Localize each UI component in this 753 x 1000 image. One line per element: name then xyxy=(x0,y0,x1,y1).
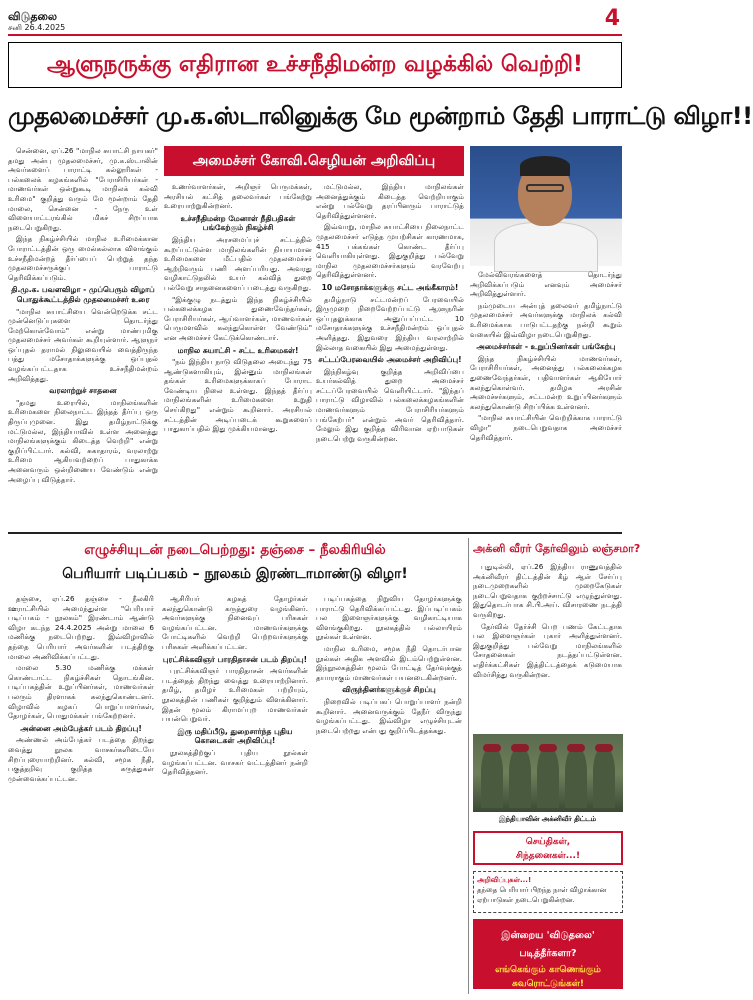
subheading: தி.மு.க. பவளவிழா - முப்பெரும் விழாப் பொதுக்கூட்டத்தில் முதலமைச்சர் உரை xyxy=(11,285,155,304)
article-column-4 xyxy=(470,270,622,528)
paragraph: படிப்பகத்தை நிறுவிய தோழர்களுக்கு பாராட்டு தெரிவிக்கப்பட்டது. இப்படிப்பகம் பல இளைஞர்களுக்கு வழிகாட்டியாக விளங்குகிறது. நூலகத்தில் பல்லாயிரம் நூல்கள் உள்ளன. xyxy=(316,594,462,642)
paragraph: மேல்விவரங்களைத் தொடர்ந்து அறிவிக்கப்படும் எனவும் அமைச்சர் அறிவித்துள்ளார். xyxy=(470,270,622,299)
paragraph: ஆசிரியர் கழகத் தோழர்கள் கலந்துகொண்டு கருத்துரை வழங்கினர். அவர்களுக்கு நினைவுப் பரிசுகள் வழங்கப்பட்டன. மாணவர்களுக்கு போட்டிகளில் வெற்றி பெற்றவர்களுக்கு பரிசுகள் அளிக்கப்பட்டன. xyxy=(162,594,308,651)
chief-minister-photo xyxy=(470,146,622,266)
notices-text: தந்தை பெரியார் பிறந்த நாள் விழாக்கான ஏற்பாடுகள் நடைபெறுகின்றன. xyxy=(477,886,607,904)
library-article-column-1 xyxy=(8,594,154,994)
photo-soldier xyxy=(565,748,587,808)
paragraph: இந்நிகழ்வு குறித்த அறிவிப்பை உயர்கல்வித் துறை அமைச்சர் சட்டப்பேரவையில் வெளியிட்டார். "இந்தப் பாராட்டு விழாவில் பல்கலைக்கழகங்களின் மாணவர்களும் பேராசிரியர்களும் பங்கேற்பர்" என்றும் அவர் தெரிவித்தார். மேலும் இது குறித்த விரிவான ஏற்பாடுகள் நடைபெற்று வருகின்றன. xyxy=(316,366,464,443)
photo-soldier xyxy=(593,748,615,808)
paragraph: நம்முடைய அன்புத் தலைவர் தமிழ்நாட்டு முதலமைச்சர் அவர்களுக்கு மாநிலக் கல்வி உரிமைக்காக பாடுபட்டதற்கு நன்றி கூறும் வகையில் இவ்விழா நடைபெறுகிறது. xyxy=(470,300,622,339)
redbox-line-1: செய்திகள், xyxy=(525,837,571,847)
photo-beret xyxy=(483,744,501,752)
photo-soldier xyxy=(537,748,559,808)
photo-caption: இந்தியாவின் அக்னிவீர் திட்டம் xyxy=(499,815,596,823)
paragraph: இந்த நிகழ்ச்சியில் மாநில உரிமைக்கான போராட்டத்தின் ஒரு மைல்கல்லாக விளங்கும் உச்சநீதிமன்றத் தீர்ப்பைப் பெற்றுத் தந்த முதலமைச்சருக்குப் பாராட்டு தெரிவிக்கப்படும். xyxy=(8,234,158,282)
photo-figure-glasses xyxy=(526,184,564,192)
paragraph: மாநில உரிமை, சமூக நீதி தொடர்பான நூல்கள் அதிக அளவில் இடம்பெற்றுள்ளன. இந்நூலகத்தின் மூலம் போட்டித் தேர்வுக்குத் தயாராகும் மாணவர்கள் பயனடைகின்றனர். xyxy=(316,643,462,682)
page-number: 4 xyxy=(604,6,620,31)
section-divider xyxy=(8,532,622,534)
issue-date: சனி 26.4.2025 xyxy=(8,23,66,32)
subheading: அமைச்சர்கள் - உறுப்பினர்கள் பங்கேற்பு xyxy=(476,342,616,352)
paragraph: அண்ணல் அம்பேத்கர் படத்தை திறந்து வைத்து நூலக வாசகர்களிடையே சிறப்புரையாற்றினர். கல்வி, சமூக நீதி, பகுத்தறிவு குறித்த கருத்துகள் முன்வைக்கப்பட்டன. xyxy=(8,735,154,783)
photo-beret xyxy=(595,744,613,752)
photo-figure-hair xyxy=(520,156,570,176)
paragraph: தஞ்சை, ஏப்.26 தஞ்சை - நீலகிரி ஊராட்சியில் அமைந்துள்ள "பெரியார் படிப்பகம் - நூலகம்" இரண்டாம் ஆண்டு விழா கடந்த 24.4.2025 அன்று மாலை 6 மணிக்கு நடைபெற்றது. இவ்விழாவில் தந்தை பெரியார் அவர்களின் படத்திற்கு மாலை அணிவிக்கப்பட்டது. xyxy=(8,594,154,661)
article-column-2 xyxy=(164,182,312,527)
photo-beret xyxy=(539,744,557,752)
agniveer-body xyxy=(473,562,622,730)
photo-soldier xyxy=(509,748,531,808)
promo-line-2: எங்கெங்கும் காணெங்கும் சுவரொட்டுங்கள்! xyxy=(495,965,601,989)
agniveer-headline: அக்னி வீரர் தேர்விலும் லஞ்சமா? xyxy=(473,542,641,555)
newspaper-page xyxy=(8,6,753,994)
headline-line-2: பெரியார் படிப்பகம் – நூலகம் இரண்டாமாண்டு விழா! xyxy=(62,566,408,582)
paragraph: புரட்சிக்கவிஞர் பாரதிதாசன் அவர்களின் படத்தைத் திறந்து வைத்து உரையாற்றினார். தமிழ், தமிழர் உரிமைகள் பற்றியும், நூலகத்தின் பணிகள் குறித்தும் விளக்கினார். இதன் மூலம் கிராமப்புற மாணவர்கள் பயன்பெறுவர். xyxy=(162,666,308,724)
paragraph: இந்திய அரசமைப்புச் சட்டத்தில் கூறப்பட்டுள்ள மாநிலங்களின் நியாயமான உரிமைகளை மீட்பதில் முதலமைச்சர் ஆற்றிவரும் பணி அளப்பரியது. அவரது வழிகாட்டுதலில் உயர் கல்வித் துறை பல்வேறு சாதனைகளைப் படைத்து வருகிறது. xyxy=(164,234,312,292)
subheading: அன்னை அம்பேத்கர் படம் திறப்பு! xyxy=(20,723,142,733)
notices-box xyxy=(473,871,623,913)
subheading: வரலாற்றுச் சாதனை xyxy=(49,386,117,396)
photo-figure-body xyxy=(494,222,598,272)
paragraph: சென்னை, ஏப்.26 "மாநில சுயாட்சி நாயகர்" தமது அன்பு முதலமைச்சர், மு.க.ஸ்டாலின் அவர்களைப் பாராட்டி கல்லூரிகள் - பல்கலைக் கழகங்களில் "பேராசிரியர்கள் - மாணவர்கள் ஒன்றுகூடி மாநிலக் கல்வி உரிமை" குறித்து வரும் மே மூன்றாம் தேதி மாலை, சென்னை - நேரு உள் விளையாட்டரங்கில் மிகச் சிறப்பாக நடைபெறுகிறது. xyxy=(8,146,158,232)
library-anniversary-headline xyxy=(8,538,462,588)
paragraph: "இக்குழு நடத்தும் இந்த நிகழ்ச்சியில் பல்கலைக்கழக துணைவேந்தர்கள், பேராசிரியர்கள், ஆய்வாளர்கள், மாணவர்கள் பெருமளவில் கலந்துகொள்ள வேண்டும்" என அமைச்சர் கேட்டுக்கொண்டார். xyxy=(164,294,312,342)
newspaper-name: விடுதலை xyxy=(8,10,58,23)
headline-felicitation: முதலமைச்சர் மு.க.ஸ்டாலினுக்கு மே மூன்றாம் தேதி பாராட்டு விழா!! xyxy=(8,102,753,130)
promo-line-1: இன்றைய 'விடுதலை' படித்தீர்களா? xyxy=(501,930,595,959)
library-article-column-2 xyxy=(162,594,308,994)
paragraph: மட்டுமல்ல, இந்திய மாநிலங்கள் அனைத்துக்கும் கிடைத்த வெற்றியாகும் என்று பல்வேறு தரப்பினரும் பாராட்டுத் தெரிவித்துள்ளனர். xyxy=(316,182,464,220)
paragraph: "நம் இந்திய நாடு விடுதலை அடைந்து 75 ஆண்டுகளாகியும், இன்னும் மாநிலங்கள் தங்கள் உரிமைகளுக்காகப் போராட வேண்டிய நிலை உள்ளது. இந்தத் தீர்ப்பு மாநிலங்களின் உரிமைகளை உறுதி செய்கிறது" என்றும் கூறினார். அரசியல் சட்டத்தின் அடிப்படைக் கூறுகளைப் பாதுகாப்பதில் இது முக்கியமானது. xyxy=(164,357,312,434)
subheading: 10 மசோதாக்களுக்கு சட்ட அங்கீகாரம்! xyxy=(321,282,459,292)
paragraph: நிறைவில் படிப்பகப் பொறுப்பாளர் நன்றி கூறினார். அனைவருக்கும் தேநீர் விருந்து வழங்கப்பட்டது. இவ்விழா எழுச்சியுடன் நடைபெற்றது என்பது குறிப்பிடத்தக்கது. xyxy=(316,696,462,735)
masthead xyxy=(8,6,622,36)
notices-title: அறிவிப்புகள்...! xyxy=(477,876,532,884)
headline-verdict: ஆளுநருக்கு எதிரான உச்சநீதிமன்ற வழக்கில் வெற்றி! xyxy=(8,42,622,88)
news-thoughts-box xyxy=(473,831,623,865)
paragraph: நூலகத்திற்குப் புதிய நூல்கள் வழங்கப்பட்டன. வாசகர் வட்டத்தினர் நன்றி தெரிவித்தனர். xyxy=(162,747,308,777)
article-column-1 xyxy=(8,146,158,526)
paragraph: "மாநில சுயாட்சியின் வெற்றிக்காக பாராட்டு விழா" நடைபெறுவதாக அமைச்சர் தெரிவித்தார். xyxy=(470,413,622,442)
paragraph: இவ்வாறு, மாநில சுயாட்சியை நிலைநாட்ட முதலமைச்சர் எடுத்த முயற்சிகள் காரணமாக, 415 பக்கங்கள் கொண்ட தீர்ப்பு வெளியாகியுள்ளது. இதுகுறித்து பல்வேறு மாநில முதலமைச்சர்களும் வரவேற்பு தெரிவித்துள்ளனர். xyxy=(316,222,464,280)
redbox-line-2: சிந்தனைகள்...! xyxy=(515,851,581,861)
read-viduthalai-promo xyxy=(473,919,623,989)
article-column-3 xyxy=(316,182,464,527)
subheading: சட்டப்பேரவையில் அமைச்சர் அறிவிப்பு! xyxy=(318,355,462,365)
minister-announcement-banner: அமைச்சர் கோவி.செழியன் அறிவிப்பு xyxy=(164,146,464,176)
paragraph: தமிழ்நாடு சட்டமன்றப் பேரவையில் இருமுறை நிறைவேற்றப்பட்டு ஆளுநரின் ஒப்புதலுக்காக அனுப்பப்பட்ட 10 மசோதாக்களுக்கு உச்சநீதிமன்றம் ஒப்புதல் அளித்தது. இதுவரை இந்திய வரலாற்றில் இல்லாத வகையில் இது அமைந்துள்ளது. xyxy=(316,294,464,352)
soldiers-photo xyxy=(473,734,623,812)
paragraph: மாலை 5.30 மணிக்கு மக்கள் கொண்டாட்ட நிகழ்ச்சிகள் தொடங்கின. படிப்பகத்தின் உறுப்பினர்கள், மாணவர்கள் பலரும் திரளாகக் கலந்துகொண்டனர். விழாவில் கழகப் பொறுப்பாளர்கள், தோழர்கள், பொதுமக்கள் பங்கேற்றனர். xyxy=(8,663,154,721)
paragraph: "தமது உரையில், மாநிலங்களின் உரிமைகளை நிலைநாட்ட இந்தத் தீர்ப்பு ஒரு திருப்புமுனை. இது தமிழ்நாட்டுக்கு மட்டுமல்ல, இந்தியாவில் உள்ள அனைத்து மாநிலங்களுக்கும் கிடைத்த வெற்றி" என்று குறிப்பிட்டார். கல்வி, சுகாதாரம், வரலாற்று உரிமை ஆகியவற்றைப் பாதுகாக்க அனைவரும் ஒன்றிணைய வேண்டும் என்று அழைப்பு விடுத்தார். xyxy=(8,397,158,484)
photo-beret xyxy=(511,744,529,752)
photo-soldier xyxy=(481,748,503,808)
paragraph: "மாநில சுயாட்சியை வென்றெடுக்க சட்ட முன்னெடுப்புகளை தொடர்ந்து மேற்கொள்வோம்" என்று மாண்புமிகு முதலமைச்சர் அவர்கள் கூறியுள்ளார். ஆளுநர் ஒப்புதல் தராமல் நிலுவையில் வைத்திருந்த பத்து மசோதாக்களுக்கு ஒப்புதல் வழங்கப்பட்டதாக உச்சநீதிமன்றம் அறிவித்தது. xyxy=(8,306,158,383)
paragraph: உணர்வாளர்கள், அறிஞர் பெருமக்கள், அரசியல் கட்சித் தலைவர்கள் பங்கேற்று உரையாற்றுகின்றனர். xyxy=(164,182,312,211)
paragraph: தேர்வில் தேர்ச்சி பெற பணம் கேட்டதாக பல இளைஞர்கள் புகார் அளித்துள்ளனர். இதுகுறித்து பல்வேறு மாநிலங்களில் சோதனைகள் நடத்தப்பட்டுள்ளன. எதிர்க்கட்சிகள் இத்திட்டத்தைக் கடுமையாக விமர்சித்து வருகின்றன. xyxy=(473,621,622,679)
headline-line-1: எழுச்சியுடன் நடைபெற்றது: தஞ்சை – நீலகிரியில் xyxy=(84,542,386,558)
subheading: புரட்சிக்கவிஞர் பாரதிதாசன் படம் திறப்பு! xyxy=(162,654,308,664)
subheading: விருந்தினர்களுக்குச் சிறப்பு xyxy=(342,685,436,695)
library-article-column-3 xyxy=(316,594,462,994)
subheading: உச்சநீதிமன்ற மேனாள் நீதிபதிகள் பங்கேற்கும் நிகழ்ச்சி xyxy=(180,213,296,233)
subheading: இரு மதிப்பீடு, துறைசார்ந்த புதிய கொடைகள் அறிவிப்பு! xyxy=(177,726,293,746)
agniveer-article xyxy=(468,538,641,994)
subheading: மாநில சுயாட்சி - சட்ட உரிமைகள்! xyxy=(177,345,299,355)
paragraph: புதுடில்லி, ஏப்.26 இந்திய ராணுவத்தில் அக்னிவீரர் திட்டத்தின் கீழ் ஆள் சேர்ப்பு நடைமுறைகளில் முறைகேடுகள் நடைபெறுவதாக குற்றச்சாட்டு எழுந்துள்ளது. இதுதொடர்பாக சி.பி.அய். விசாரணை நடத்தி வருகிறது. xyxy=(473,562,622,619)
paragraph: இந்த நிகழ்ச்சியில் மாணவர்கள், பேராசிரியர்கள், அனைத்து பல்கலைக்கழக துணைவேந்தர்கள், பதிவாளர்கள் ஆகியோர் கலந்துகொள்வர். தமிழக அரசின் அமைச்சர்களும், சட்டமன்ற உறுப்பினர்களும் கலந்துகொண்டு சிறப்பிக்க உள்ளனர். xyxy=(470,353,622,411)
photo-beret xyxy=(567,744,585,752)
